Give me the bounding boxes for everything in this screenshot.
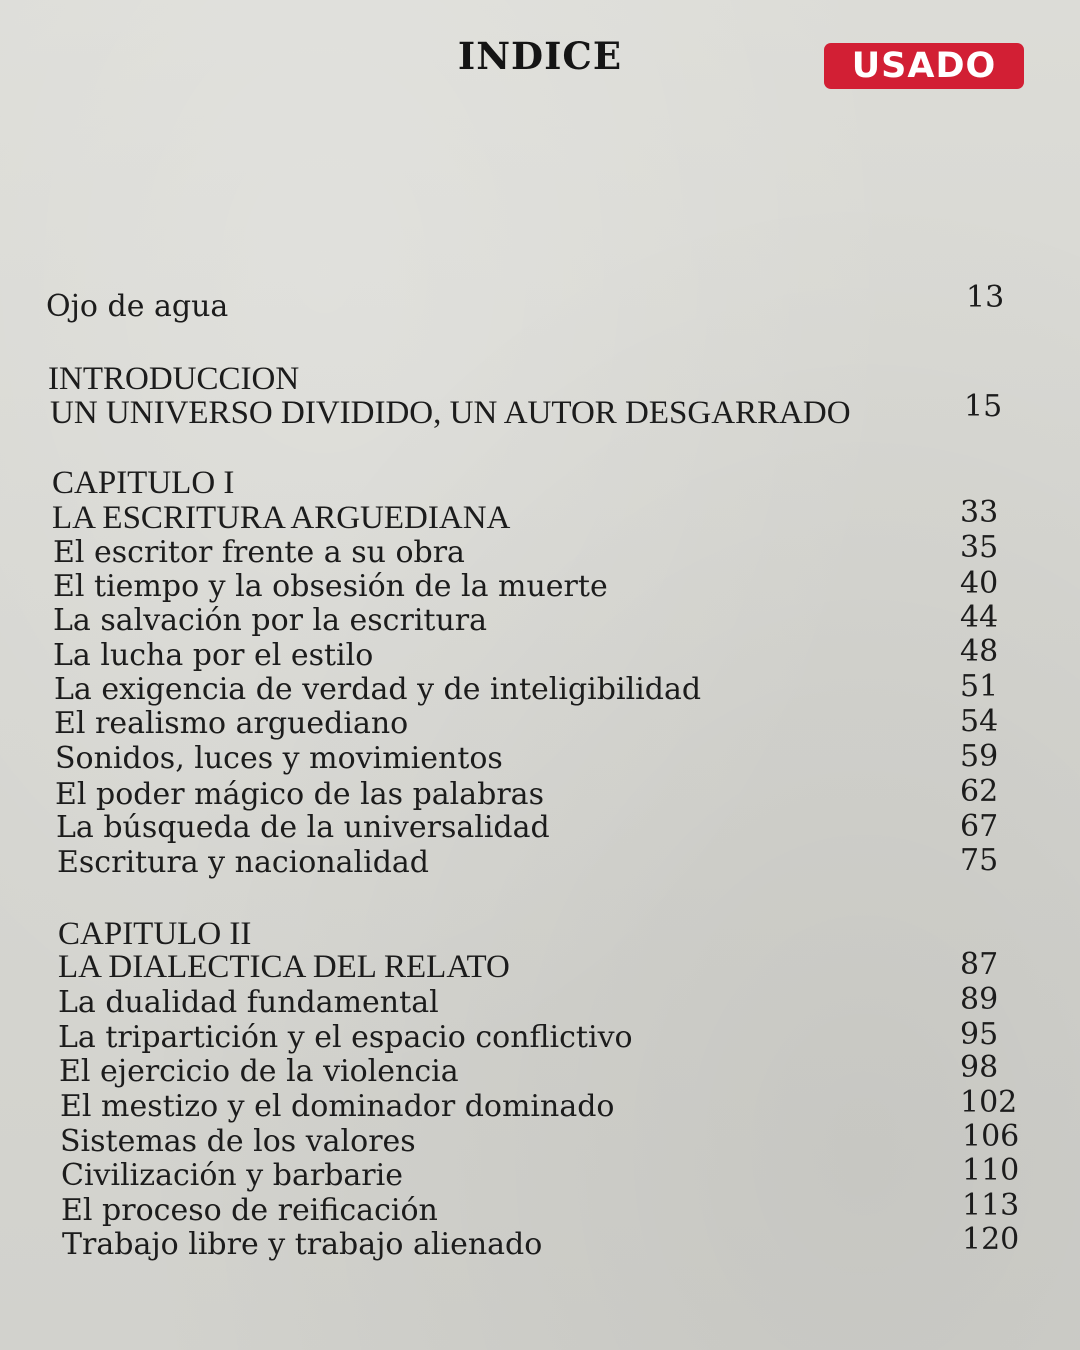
toc-entry-page: 51 bbox=[960, 669, 999, 704]
toc-entry-title: El poder mágico de las palabras bbox=[55, 777, 544, 812]
toc-entry-page: 13 bbox=[966, 280, 1005, 315]
toc-entry-title: La exigencia de verdad y de inteligibilidad bbox=[54, 672, 702, 707]
toc-entry-page: 89 bbox=[960, 982, 999, 1017]
toc-entry-page: 75 bbox=[960, 843, 999, 878]
toc-entry-page: 110 bbox=[962, 1153, 1020, 1188]
toc-entry-title: Civilización y barbarie bbox=[61, 1158, 403, 1193]
toc-entry-page: 15 bbox=[964, 389, 1003, 424]
toc-entry-title: El tiempo y la obsesión de la muerte bbox=[53, 569, 608, 604]
used-badge: USADO bbox=[824, 43, 1024, 89]
toc-entry-title: El ejercicio de la violencia bbox=[59, 1054, 459, 1089]
toc-entry-page: 106 bbox=[962, 1119, 1020, 1154]
toc-entry-title: Trabajo libre y trabajo alienado bbox=[62, 1227, 543, 1262]
toc-entry-page: 113 bbox=[962, 1188, 1020, 1223]
page-title: INDICE bbox=[457, 34, 623, 78]
toc-entry-title: Escritura y nacionalidad bbox=[57, 845, 430, 880]
toc-entry-title: El proceso de reificación bbox=[61, 1193, 438, 1228]
toc-entry-page: 102 bbox=[960, 1085, 1018, 1120]
section-title: UN UNIVERSO DIVIDIDO, UN AUTOR DESGARRADO bbox=[50, 395, 851, 431]
chapter-title: LA ESCRITURA ARGUEDIANA bbox=[52, 500, 511, 536]
toc-entry-title: La dualidad fundamental bbox=[58, 985, 439, 1020]
toc-entry-page: 67 bbox=[960, 809, 999, 844]
chapter-title: LA DIALECTICA DEL RELATO bbox=[58, 949, 510, 985]
chapter-label: CAPITULO I bbox=[52, 465, 235, 501]
toc-entry-page: 35 bbox=[960, 530, 999, 565]
toc-entry-title: Sistemas de los valores bbox=[60, 1124, 416, 1159]
toc-entry-title: Ojo de agua bbox=[46, 289, 229, 324]
toc-entry-page: 48 bbox=[960, 634, 999, 669]
toc-entry-page: 44 bbox=[960, 600, 999, 635]
toc-entry-page: 54 bbox=[960, 704, 999, 739]
toc-entry-title: La búsqueda de la universalidad bbox=[56, 810, 550, 845]
toc-entry-title: La tripartición y el espacio conflictivo bbox=[58, 1020, 633, 1055]
toc-entry-page: 40 bbox=[960, 566, 999, 601]
toc-entry-page: 98 bbox=[960, 1050, 999, 1085]
toc-entry-title: El realismo arguediano bbox=[54, 706, 409, 741]
toc-entry-title: El mestizo y el dominador dominado bbox=[60, 1089, 615, 1124]
toc-entry-title: El escritor frente a su obra bbox=[53, 535, 465, 570]
toc-entry-page: 62 bbox=[960, 774, 999, 809]
toc-entry-title: La salvación por la escritura bbox=[53, 603, 488, 638]
toc-entry-page: 59 bbox=[960, 739, 999, 774]
section-label: INTRODUCCION bbox=[48, 361, 300, 397]
chapter-label: CAPITULO II bbox=[58, 916, 252, 952]
toc-entry-page: 33 bbox=[960, 495, 999, 530]
toc-entry-title: La lucha por el estilo bbox=[53, 638, 374, 673]
toc-entry-page: 120 bbox=[962, 1222, 1020, 1257]
toc-entry-page: 87 bbox=[960, 947, 999, 982]
toc-entry-page: 95 bbox=[960, 1017, 999, 1052]
toc-entry-title: Sonidos, luces y movimientos bbox=[55, 741, 503, 776]
